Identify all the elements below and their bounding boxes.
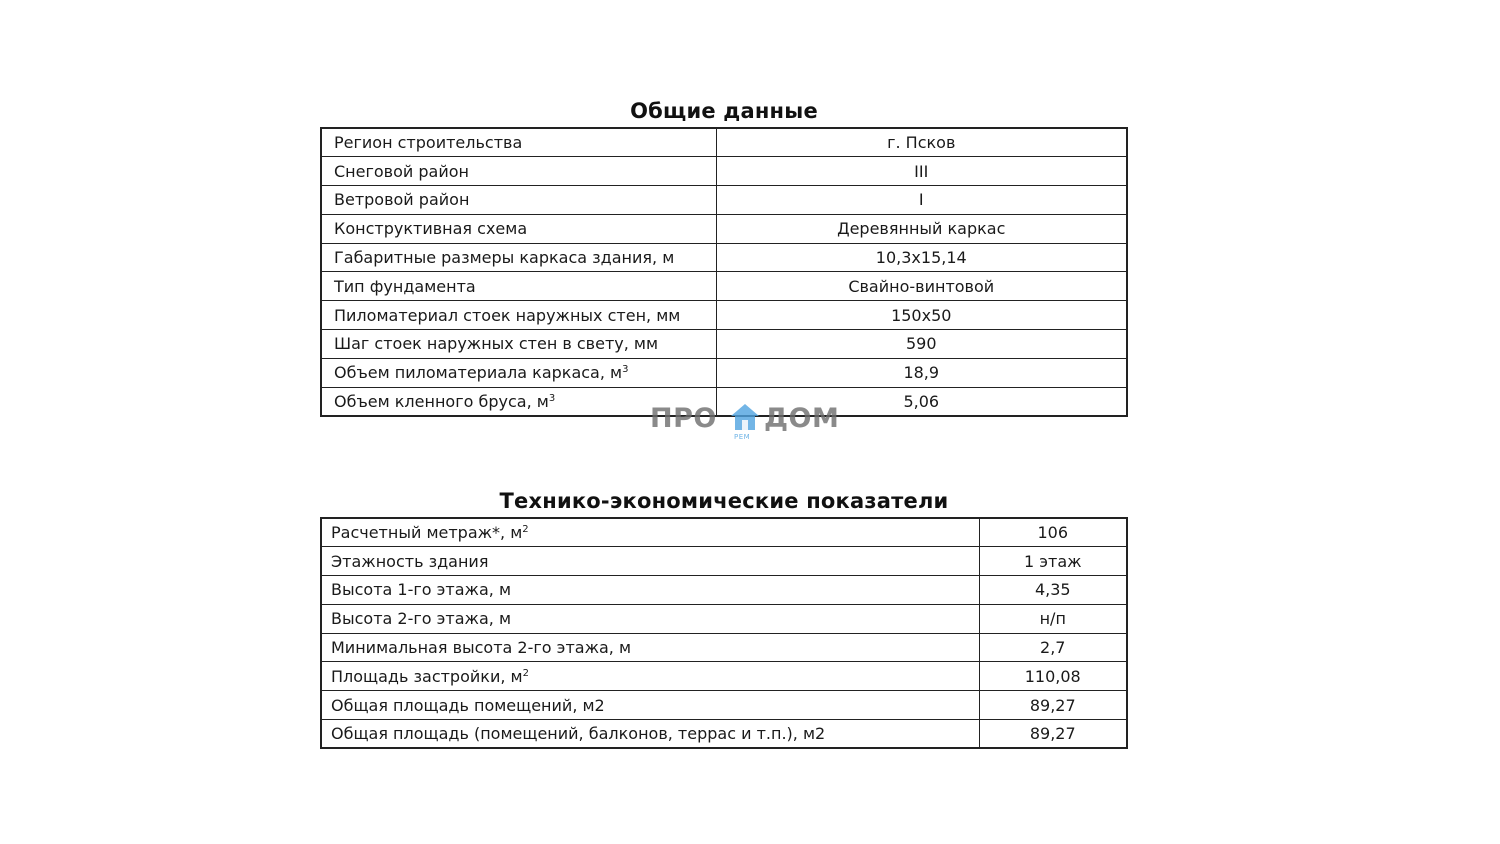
- row-label: Габаритные размеры каркаса здания, м: [321, 243, 716, 272]
- row-label: Пиломатериал стоек наружных стен, мм: [321, 301, 716, 330]
- table-row: [321, 604, 1127, 633]
- watermark-left-text: ПРО: [650, 403, 717, 434]
- row-value: 89,27: [979, 720, 1127, 749]
- watermark-sub-text: РЕМ: [734, 433, 751, 441]
- table-row: [321, 720, 1127, 749]
- row-value: 150х50: [716, 301, 1127, 330]
- house-icon: [730, 403, 760, 431]
- general-data-table: [320, 127, 1128, 417]
- row-value: I: [716, 186, 1127, 215]
- row-value: Деревянный каркас: [716, 214, 1127, 243]
- row-label: Снеговой район: [321, 157, 716, 186]
- row-value: 1 этаж: [979, 547, 1127, 576]
- table-row: [321, 128, 1127, 157]
- row-value: 106: [979, 518, 1127, 547]
- tep-title: Технико-экономические показатели: [499, 489, 949, 513]
- row-value: н/п: [979, 604, 1127, 633]
- tep-table: [320, 517, 1128, 749]
- row-label: Шаг стоек наружных стен в свету, мм: [321, 330, 716, 359]
- table-row: [321, 518, 1127, 547]
- row-value: 5,06: [716, 387, 1127, 416]
- row-value: 2,7: [979, 633, 1127, 662]
- row-label: Этажность здания: [321, 547, 979, 576]
- row-label: Конструктивная схема: [321, 214, 716, 243]
- row-value: Свайно-винтовой: [716, 272, 1127, 301]
- table-row: [321, 691, 1127, 720]
- row-value: 89,27: [979, 691, 1127, 720]
- table-row: [321, 157, 1127, 186]
- table-row: [321, 272, 1127, 301]
- row-value: 590: [716, 330, 1127, 359]
- watermark-right-text: ДОМ: [764, 403, 840, 434]
- row-value: г. Псков: [716, 128, 1127, 157]
- table-row: [321, 186, 1127, 215]
- row-value: III: [716, 157, 1127, 186]
- table-row: [321, 301, 1127, 330]
- table-row: [321, 243, 1127, 272]
- row-label: Расчетный метраж*, $м^2$: [321, 518, 979, 547]
- row-label: Объем пиломатериала каркаса, $м^3$: [321, 358, 716, 387]
- table-row: [321, 547, 1127, 576]
- table-row: [321, 358, 1127, 387]
- row-label: Высота 2-го этажа, м: [321, 604, 979, 633]
- row-label: Минимальная высота 2-го этажа, м: [321, 633, 979, 662]
- row-label: Регион строительства: [321, 128, 716, 157]
- table-row: [321, 662, 1127, 691]
- row-label: Общая площадь помещений, м2: [321, 691, 979, 720]
- row-label: Ветровой район: [321, 186, 716, 215]
- row-label: Тип фундамента: [321, 272, 716, 301]
- table-row: [321, 330, 1127, 359]
- row-label: Объем кленного бруса, $м^3$: [321, 387, 716, 416]
- watermark-logo: [650, 402, 850, 446]
- row-label: Высота 1-го этажа, м: [321, 576, 979, 605]
- table-row: [321, 633, 1127, 662]
- row-value: 110,08: [979, 662, 1127, 691]
- general-data-title: Общие данные: [630, 99, 818, 123]
- row-value: 4,35: [979, 576, 1127, 605]
- row-label: Общая площадь (помещений, балконов, террас и т.п.), м2: [321, 720, 979, 749]
- row-label: Площадь застройки, $м^2$: [321, 662, 979, 691]
- row-value: 10,3х15,14: [716, 243, 1127, 272]
- table-row: [321, 576, 1127, 605]
- row-value: 18,9: [716, 358, 1127, 387]
- table-row: [321, 214, 1127, 243]
